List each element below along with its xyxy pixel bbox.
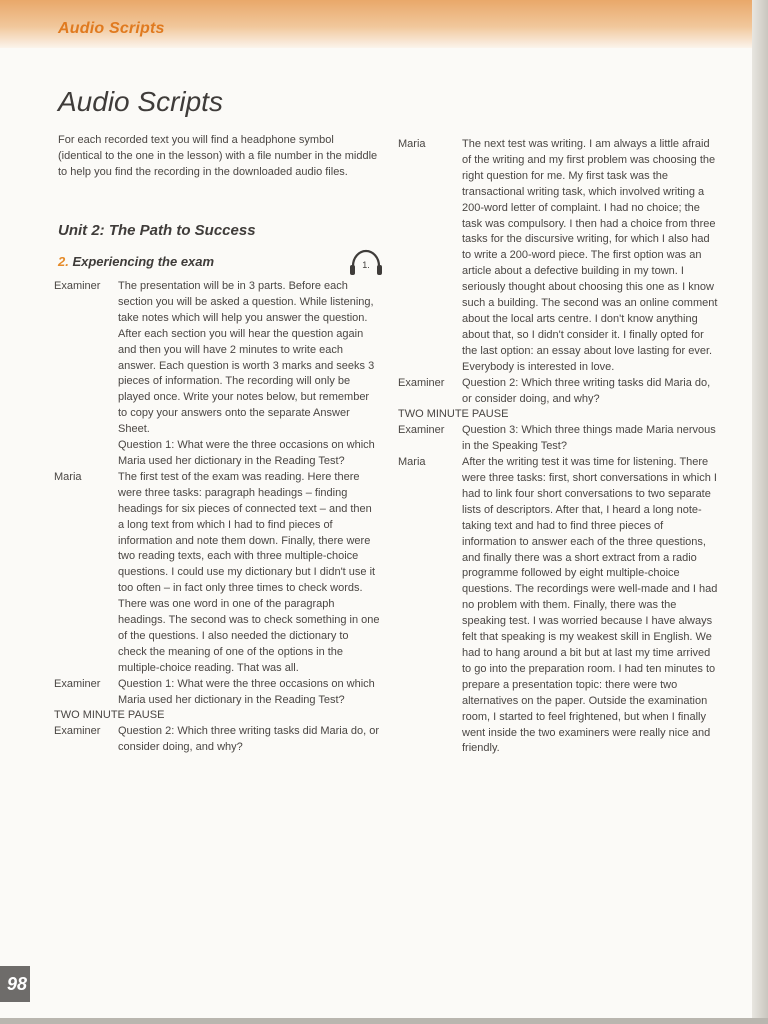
intro-text: For each recorded text you will find a headphone symbol (identical to the one in the lesson) with a file number in the middle to help you find the recording in the downloaded audio files. xyxy=(58,134,378,178)
speaker-label: Maria xyxy=(398,138,426,150)
section-title: Experiencing the exam xyxy=(72,254,215,269)
speaker-label: Maria xyxy=(398,456,426,469)
script-paragraph: Question 1: What were the three occasions on which Maria used her dictionary in the Reading Test? xyxy=(118,439,375,467)
script-text: Question 3: Which three things made Maria nervous in the Speaking Test? xyxy=(462,424,716,453)
headphone-icon[interactable] xyxy=(346,238,386,282)
page-title: Audio Scripts xyxy=(58,86,223,117)
unit-title: Unit 2: The Path to Success xyxy=(58,222,256,239)
header-band xyxy=(0,0,752,48)
script-entry xyxy=(398,137,718,376)
script-text: The next test was writing. I am always a little afraid of the writing and my first problem was choosing the right question for me. My first task was the transactional writing task, which involved writing a 200-word letter of complaint. I had no choice; the task was compulsory. I then had a choice from three tasks for the discursive writing, for which I also had to write a 200-word piece. The first option was an article about a defective building in my town. I seriously thought about choosing this one as I know such a building. The second was an online comment about the local arts centre. I don't know anything about that, so I didn't consider it. I finally opted for the last option: an essay about love lasting for ever. Everybody is interested in love. xyxy=(462,138,718,373)
script-entry xyxy=(398,376,718,408)
speaker-label: Examiner xyxy=(54,280,101,292)
section-number: 2. xyxy=(58,254,69,269)
script-entry xyxy=(54,724,380,756)
script-paragraph: The presentation will be in 3 parts. Before each section you will be asked a question. While listening, take notes which will help you answer the question. After each section you will hear the question again and then you will have 2 minutes to write each answer. Each question is worth 3 marks and seeks 3 pieces of information. The recording will only be played once. Write your notes below, but remember to copy your answers onto the separate Answer Sheet. xyxy=(118,280,375,436)
headphone-number: 1. xyxy=(362,260,370,270)
section-heading xyxy=(58,254,214,269)
script-entry xyxy=(398,455,718,757)
script-entry xyxy=(54,677,380,709)
speaker-label: Examiner xyxy=(398,376,445,389)
speaker-label: Examiner xyxy=(54,677,101,690)
header-band-title: Audio Scripts xyxy=(58,20,165,37)
script-text: Question 2: Which three writing tasks did Maria do, or consider doing, and why? xyxy=(118,725,380,754)
script-text: After the writing test it was time for listening. There were three tasks: first, short conversations in which I had to link four short conversations to two separate lists of descriptors. After that, I heard a long note-taking text and had to find three pieces of information to answer each of the three questions, and finally there was a short extract from a radio programme followed by eight multiple-choice questions. The recordings were well-made and I had no problem with them. Finally, there was the speaking test. I was worried because I have always felt that speaking is my weakest skill in English. We had to hang around a bit but at last my time arrived to go into the preparation room. I had ten minutes to prepare a presentation topic: there were two alternatives on the paper. Outside the examination room, I started to feel frightened, but when I finally went inside the two examiners were really nice and friendly. xyxy=(462,456,718,755)
page-number: 98 xyxy=(0,966,30,1002)
page-edge-shadow xyxy=(752,0,768,1024)
script-text: Question 1: What were the three occasions on which Maria used her dictionary in the Reading Test? xyxy=(118,677,375,706)
pause-label: TWO MINUTE PAUSE xyxy=(398,408,509,421)
left-column xyxy=(54,279,380,756)
pause-label: TWO MINUTE PAUSE xyxy=(54,709,165,722)
script-entry xyxy=(398,423,718,455)
right-column xyxy=(398,137,718,757)
speaker-label: Examiner xyxy=(398,424,445,437)
speaker-label: Maria xyxy=(54,470,82,483)
script-text xyxy=(118,279,380,470)
page-bottom-shadow xyxy=(0,1018,768,1024)
script-entry xyxy=(54,470,380,677)
script-text: Question 2: Which three writing tasks did Maria do, or consider doing, and why? xyxy=(462,376,711,405)
speaker-label: Examiner xyxy=(54,725,101,738)
script-text: The first test of the exam was reading. Here there were three tasks: paragraph headings – finding headings for six pieces of connected text – and then a long text from which I had to find pieces of information and note them down. Finally, there were two reading texts, each with three multiple-choice questions. I could use my dictionary but I didn't use it too often – in fact only three times to check words. There was one word in one of the paragraph headings. The second was to check something in one of the questions. I also needed the dictionary to check the meaning of one of the options in the multiple-choice reading. That was all. xyxy=(118,470,380,674)
script-entry xyxy=(54,279,380,470)
